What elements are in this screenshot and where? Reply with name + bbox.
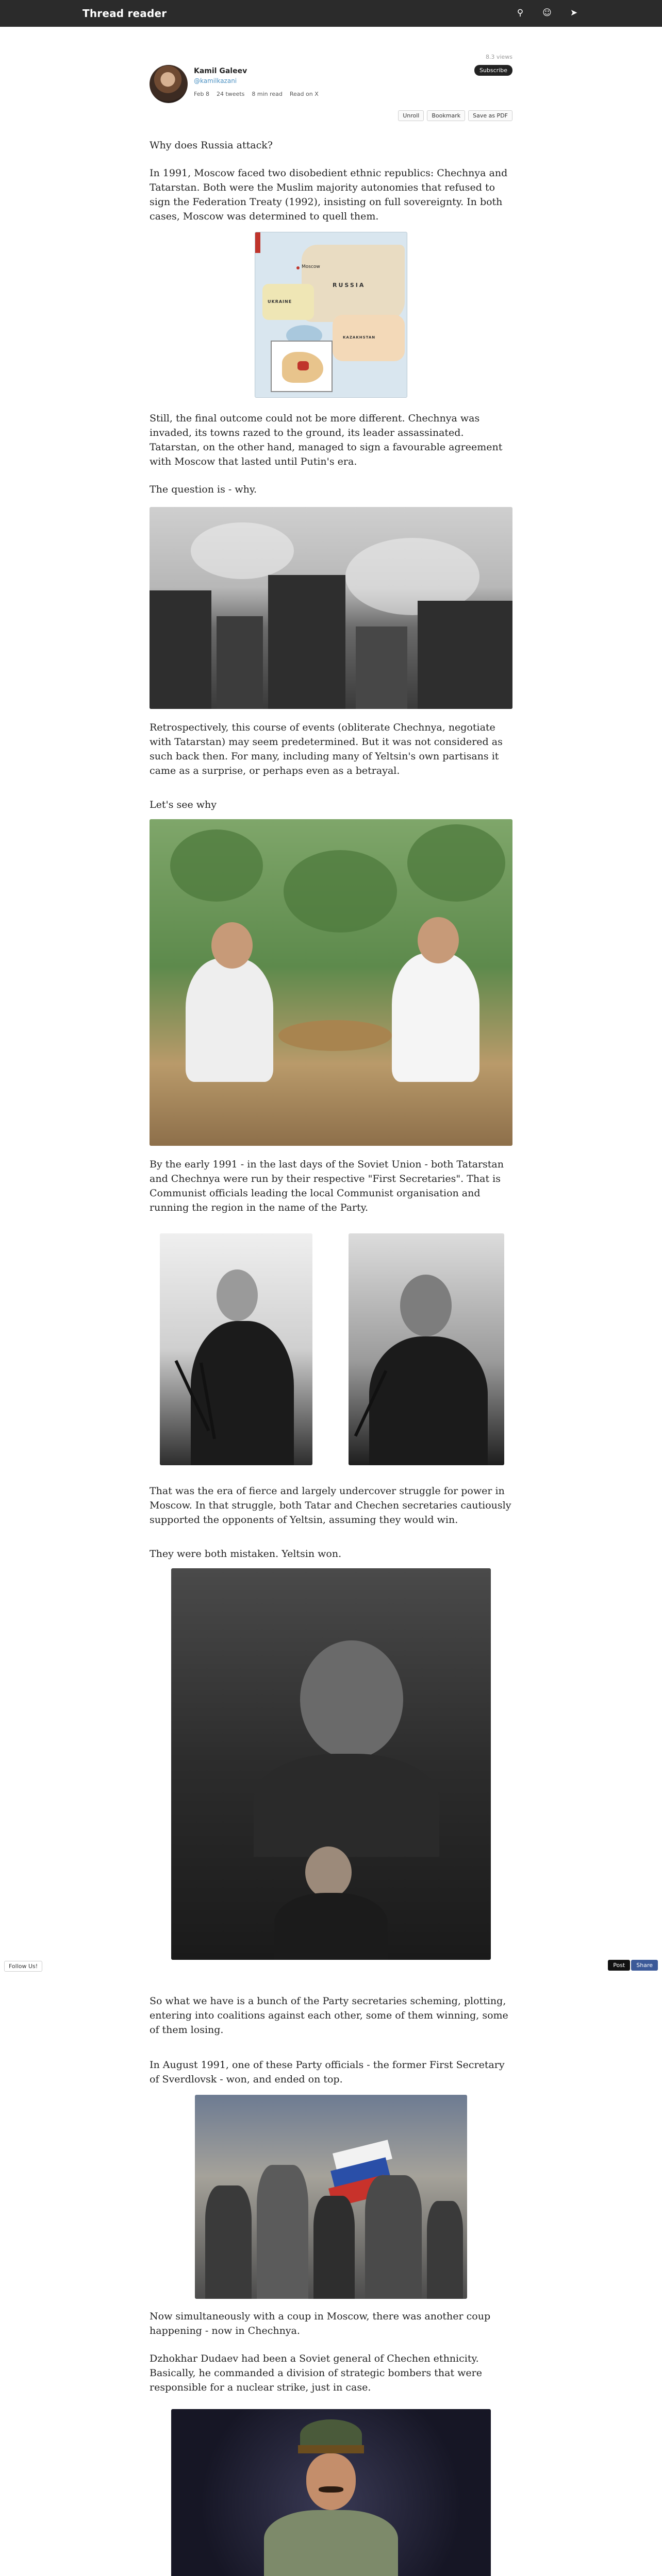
photo-detail [306,2453,356,2510]
photo-detail [217,1269,258,1321]
photo-detail [274,1893,388,1960]
photo-detail [268,575,345,709]
photo-detail [284,850,397,933]
map-image [255,232,407,398]
bookmark-button[interactable]: Bookmark [427,110,465,121]
photo-detail [407,824,505,902]
paragraph-11: In August 1991, one of these Party officials - the former First Secretary of Sverdlovsk - won, and ended on top. [150,2059,505,2085]
map-marker [296,266,300,269]
photo-detail [150,590,211,709]
photo-detail [205,2185,252,2299]
paragraph-7: By the early 1991 - in the last days of the Soviet Union - both Tatarstan and Chechnya were run by their respective "First Secretaries". That is Communist officials leading the local Communist organisation and running the region in the name of the Party. [150,1159,504,1213]
map-accent [255,232,260,253]
photo-detail [211,922,253,969]
paragraph-6: Let's see why [150,799,217,810]
photo-detail [300,1640,403,1759]
author-block [150,54,512,103]
map-label-russia: RUSSIA [333,282,366,289]
tank-crowd-photo [195,2095,467,2299]
photo-detail [264,2510,398,2576]
map-inset-highlight [297,361,309,370]
lenin-mural-photo [171,1568,491,1960]
photo-detail [170,829,263,902]
photo-detail [418,601,512,709]
unroll-button[interactable]: Unroll [398,110,424,121]
paragraph-3: Still, the final outcome could not be more different. Chechnya was invaded, its towns razed to the ground, its leader assassinated. Tatarstan, on the other hand, managed to sign a favourable agreement with Moscow that lasted until Putin's era. [150,413,503,467]
paragraph-8: That was the era of fierce and largely undercover struggle for power in Moscow. In that struggle, both Tatar and Chechen secretaries cautiously supported the opponents of Yeltsin, assuming they would win. [150,1485,511,1526]
top-navigation-bar [0,0,662,27]
photo-detail [305,1846,352,1898]
ruined-city-photo [150,507,512,709]
paragraph-5: Retrospectively, this course of events (obliterate Chechnya, negotiate with Tatarstan) may seem predetermined. But it was not considered as such back then. For many, including many of Yeltsin's own partisans it came as a surprise, or perhaps even as a betrayal. [150,722,503,776]
user-icon[interactable]: ☺ [542,8,552,18]
paragraph-4: The question is - why. [150,484,257,495]
photo-detail [356,626,407,709]
thread-meta [194,91,319,97]
photo-detail [313,2196,355,2299]
photo-detail [186,958,273,1082]
map-label-ukraine: UKRAINE [268,299,292,304]
follow-us-button[interactable]: Follow Us! [4,1961,42,1972]
save-pdf-button[interactable]: Save as PDF [468,110,512,121]
photo-detail [217,616,263,709]
search-icon[interactable]: ⚲ [517,8,524,18]
thread-date: Feb 8 [194,91,209,97]
map-inset [271,341,333,392]
photo-detail [298,2445,364,2453]
share-bar [608,1960,658,1971]
photo-detail [427,2201,463,2299]
photo-detail [319,2486,343,2493]
read-time: 8 min read [252,91,283,97]
paragraph-10: So what we have is a bunch of the Party secretaries scheming, plotting, entering into coalitions against each other, some of them winning, some of them losing. [150,1995,508,2036]
paragraph-13: Dzhokhar Dudaev had been a Soviet general of Chechen ethnicity. Basically, he commanded a division of strategic bombers that were responsible for a nuclear strike, just in case. [150,2353,483,2393]
thread-header [150,54,512,119]
paragraph-12: Now simultaneously with a coup in Moscow, there was another coup happening - now in Chechnya. [150,2311,491,2336]
subscribe-button[interactable]: Subscribe [474,65,512,76]
share-facebook-button[interactable]: Share [631,1960,658,1971]
meeting-photo [150,819,512,1146]
post-on-x-button[interactable]: Post [608,1960,630,1971]
paragraph-1: Why does Russia attack? [150,140,273,151]
thread-actions [398,110,512,121]
read-on-x-link[interactable]: Read on X [289,91,319,97]
share-icon[interactable]: ➤ [570,8,578,18]
photo-detail [254,1754,439,1857]
photo-detail [369,1336,488,1465]
photo-detail [365,2175,422,2299]
author-handle[interactable]: @kamilkazani [194,77,237,84]
avatar[interactable] [150,65,188,103]
photo-detail [400,1275,452,1336]
paragraph-9: They were both mistaken. Yeltsin won. [150,1548,342,1560]
photo-detail [191,522,294,579]
map-label-kazakhstan: KAZAKHSTAN [343,335,376,340]
paragraph-2: In 1991, Moscow faced two disobedient ethnic republics: Chechnya and Tatarstan. Both were the Muslim majority autonomies that refused to sign the Federation Treaty (1992), insisting on full sovereignty. In both cases, Moscow was determined to quell them. [150,167,508,222]
photo-detail [257,2165,308,2299]
top-icons [515,7,580,19]
secretary-portrait-2 [349,1233,504,1465]
dudaev-portrait [171,2409,491,2576]
photo-detail [278,1020,392,1051]
author-name[interactable]: Kamil Galeev [194,67,247,75]
map-label-moscow: Moscow [302,264,320,269]
photo-detail [392,953,479,1082]
photo-detail [418,917,459,963]
tweet-count: 24 tweets [216,91,245,97]
secretary-portrait-1 [160,1233,312,1465]
site-logo[interactable]: Thread reader [82,7,167,20]
view-count: 8.3 views [485,54,512,60]
